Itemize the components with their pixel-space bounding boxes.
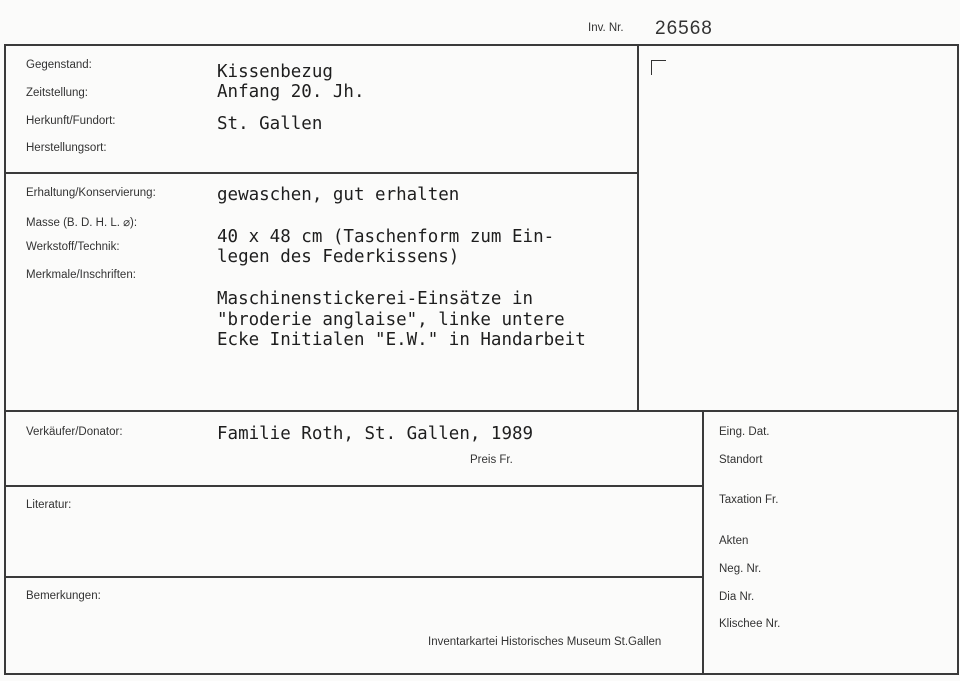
label-merkmale: Merkmale/Inschriften: [26, 269, 136, 281]
value-gegenstand: Kissenbezug [217, 62, 333, 82]
label-preis: Preis Fr. [470, 454, 513, 466]
value-merkmale-line2: "broderie anglaise", linke untere [217, 310, 565, 330]
label-herstellungsort: Herstellungsort: [26, 142, 107, 154]
label-gegenstand: Gegenstand: [26, 59, 92, 71]
label-werkstoff: Werkstoff/Technik: [26, 241, 120, 253]
value-herkunft: St. Gallen [217, 114, 323, 134]
label-donator: Verkäufer/Donator: [26, 426, 123, 438]
rule-vertical-upper [637, 44, 639, 412]
label-bemerkungen: Bemerkungen: [26, 590, 101, 602]
inv-nr-label: Inv. Nr. [588, 22, 624, 34]
rule-literatur-bottom [4, 576, 703, 578]
label-erhaltung: Erhaltung/Konservierung: [26, 187, 156, 199]
label-zeitstellung: Zeitstellung: [26, 87, 89, 99]
value-merkmale-line3: Ecke Initialen "E.W." in Handarbeit [217, 330, 586, 350]
value-erhaltung: gewaschen, gut erhalten [217, 185, 460, 205]
sidebar-standort: Standort [719, 454, 763, 466]
rule-bottom [4, 673, 958, 675]
rule-donor-bottom [4, 485, 703, 487]
value-donator: Familie Roth, St. Gallen, 1989 [217, 424, 534, 444]
sidebar-neg-nr: Neg. Nr. [719, 563, 762, 575]
sidebar-klischee-nr: Klischee Nr. [719, 618, 781, 630]
rule-right [957, 44, 959, 675]
sidebar-taxation: Taxation Fr. [719, 494, 779, 506]
rule-section1-bottom [4, 172, 638, 174]
sidebar-dia-nr: Dia Nr. [719, 591, 755, 603]
footer-institution: Inventarkartei Historisches Museum St.Gallen [428, 636, 662, 648]
rule-top [4, 44, 958, 46]
sidebar-akten: Akten [719, 535, 749, 547]
rule-left [4, 44, 6, 675]
rule-vertical-lower [702, 410, 704, 675]
label-herkunft: Herkunft/Fundort: [26, 115, 116, 127]
value-masse-line2: legen des Federkissens) [217, 247, 460, 267]
inv-number: 26568 [655, 18, 713, 39]
label-masse: Masse (B. D. H. L. ⌀): [26, 217, 138, 229]
value-masse-line1: 40 x 48 cm (Taschenform zum Ein- [217, 227, 555, 247]
corner-mark [651, 60, 666, 75]
value-merkmale-line1: Maschinenstickerei-Einsätze in [217, 289, 534, 309]
value-zeitstellung: Anfang 20. Jh. [217, 82, 365, 102]
sidebar-eing-dat: Eing. Dat. [719, 426, 770, 438]
label-literatur: Literatur: [26, 499, 72, 511]
rule-section2-bottom [4, 410, 958, 412]
